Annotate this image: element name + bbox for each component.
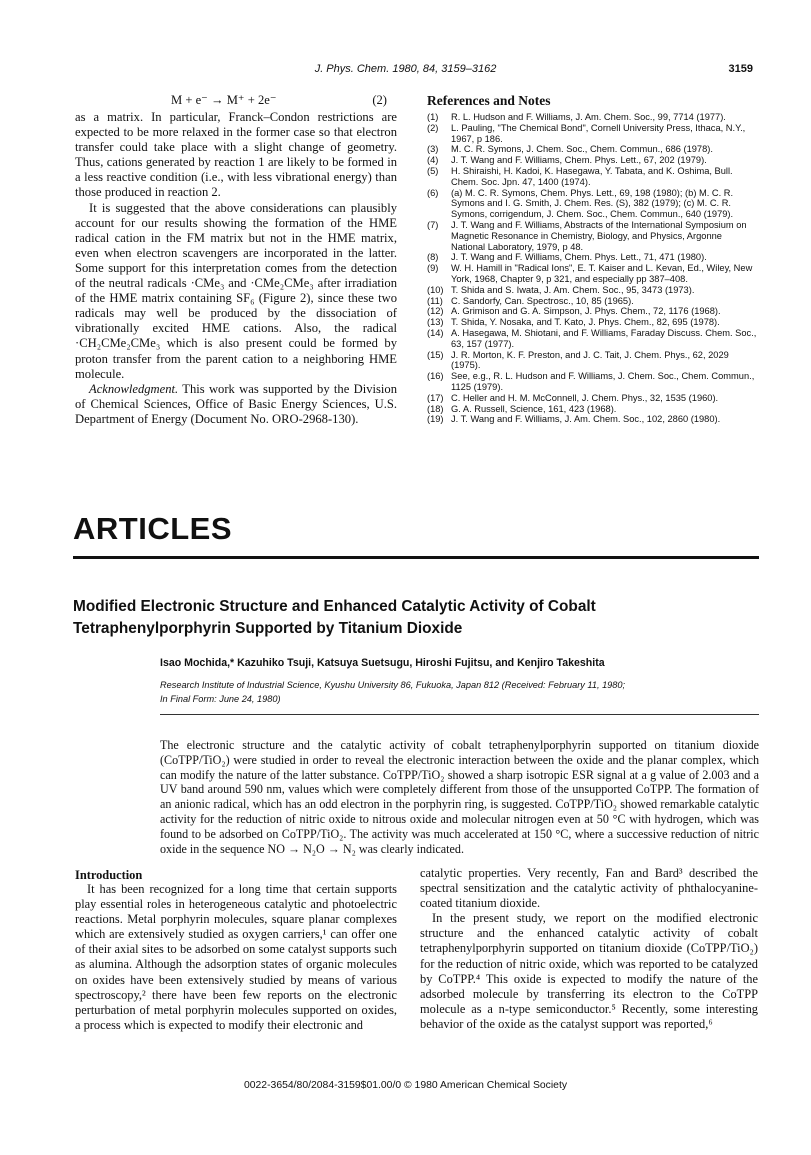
paragraph: as a matrix. In particular, Franck–Condon restrictions are expected to be more relaxed in the former case so that electron transfer could take place with a slight change of geometry. Thus, cations generated by reaction 1 are likely to be formed in a less reactive condition (i.e., with less vibrational energy) than those produced in reaction 2. — [75, 110, 397, 200]
article-title — [73, 596, 763, 640]
reference-item — [427, 155, 757, 166]
reference-number: (3) — [427, 144, 439, 155]
reference-text: T. Shida and S. Iwata, J. Am. Chem. Soc., 95, 3473 (1973). — [451, 284, 695, 295]
reference-number: (17) — [427, 392, 444, 403]
reference-text: W. H. Hamill in "Radical Ions", E. T. Kaiser and L. Kevan, Ed., Wiley, New York, 1968, Chapter 9, p 321, and especially pp 387–408. — [451, 263, 753, 284]
reference-text: J. T. Wang and F. Williams, Chem. Phys. Lett., 71, 471 (1980). — [451, 252, 707, 263]
references-title: References and Notes — [427, 93, 551, 108]
running-header — [0, 63, 811, 79]
reference-text: G. A. Russell, Science, 161, 423 (1968). — [451, 403, 617, 414]
reference-item — [427, 263, 757, 285]
reference-item — [427, 306, 757, 317]
reference-text: See, e.g., R. L. Hudson and F. Williams, J. Chem. Soc., Chem. Commun., 1125 (1979). — [451, 371, 755, 392]
reference-item — [427, 188, 757, 220]
references-section — [427, 93, 757, 425]
article-title-line: Tetraphenylporphyrin Supported by Titanium Dioxide — [73, 620, 463, 637]
reference-number: (1) — [427, 112, 439, 122]
reference-text: L. Pauling, "The Chemical Bond", Cornell University Press, Ithaca, N.Y., 1967, p 186. — [451, 122, 746, 144]
reference-number: (2) — [427, 122, 439, 133]
reference-item — [427, 123, 757, 145]
reference-text: (a) M. C. R. Symons, Chem. Phys. Lett., 69, 198 (1980); (b) M. C. R. Symons and I. G. Smith, J. Chem. Res. (S), 382 (1979); (c) M. C. R. Symons, corrigendum, J. Chem. Soc., Chem. Commun., 640 (1979). — [451, 187, 734, 220]
reference-item — [427, 328, 757, 350]
introduction-heading: Introduction — [75, 868, 143, 882]
acknowledgment — [75, 382, 397, 427]
reference-number: (4) — [427, 155, 439, 166]
reference-text: J. T. Wang and F. Williams, Chem. Phys. Lett., 67, 202 (1979). — [451, 155, 707, 166]
reference-text: J. R. Morton, K. F. Preston, and J. C. Tait, J. Chem. Phys., 62, 2029 (1975). — [451, 349, 729, 371]
reference-text: A. Hasegawa, M. Shiotani, and F. Williams, Faraday Discuss. Chem. Soc., 63, 157 (1977). — [451, 327, 757, 349]
page-number: 3159 — [728, 63, 753, 75]
reference-number: (8) — [427, 252, 439, 263]
reference-item — [427, 317, 757, 328]
section-rule — [73, 556, 759, 559]
reference-number: (14) — [427, 327, 444, 338]
reference-text: T. Shida, Y. Nosaka, and T. Kato, J. Phys. Chem., 82, 695 (1978). — [451, 317, 720, 328]
introduction-right-column — [420, 866, 758, 1032]
paragraph: In the present study, we report on the modified electronic structure and the enhanced catalytic activity of cobalt tetraphenylporphyrin supported on titanium dioxide (CoTPP/TiO₂) for the reduction of nitric oxide, which was reported to be catalyzed by CoTPP.⁴ This oxide is expected to modify the nature of the adsorbed molecule by transferring its electron to the CoTPP molecule as a n-type semiconductor.⁵ Recently, some interesting behavior of the oxide as the catalyst support was reported,⁶ — [420, 911, 758, 1031]
paragraph: catalytic properties. Very recently, Fan and Bard³ described the spectral sensitization and the catalytic activity of phthalocyanine-coated titanium dioxide. — [420, 866, 758, 911]
reference-number: (11) — [427, 295, 443, 306]
reference-number: (16) — [427, 371, 444, 382]
paragraph: It has been recognized for a long time that certain supports play essential roles in heterogeneous catalytic and photoelectric reactions. Metal porphyrin molecules, square planar complexes which are extensively studied as oxygen carriers,¹ can offer one of their axial sites to be adsorbed on some catalyst supports such as alumina. Although the adsorption states of organic molecules on oxides have been extensively studied by means of various spectroscopy,² there have been few reports on the electronic perturbation of metal porphyrin molecules supported on oxides, a process which is expected to modify their electronic and — [75, 882, 397, 1032]
references-list — [427, 112, 757, 425]
acknowledgment-text: This work was supported by the Division of Chemical Sciences, Office of Basic Energy Sciences, U.S. Department of Energy (Document No. ORO-2968-130). — [75, 381, 397, 426]
reference-text: J. T. Wang and F. Williams, Abstracts of the International Symposium on Magnetic Resonance in Chemistry, Biology, and Physics, Argonne National Laboratory, 1979, p 48. — [451, 219, 747, 252]
reference-number: (6) — [427, 187, 439, 198]
equation-2 — [75, 93, 397, 110]
reference-item — [427, 350, 757, 372]
reference-text: J. T. Wang and F. Williams, J. Am. Chem. Soc., 102, 2860 (1980). — [451, 414, 721, 425]
authors: Isao Mochida,* Kazuhiko Tsuji, Katsuya Suetsugu, Hiroshi Fujitsu, and Kenjiro Takeshita — [160, 657, 605, 669]
reference-item — [427, 144, 757, 155]
reference-number: (5) — [427, 165, 439, 176]
reference-text: A. Grimison and G. A. Simpson, J. Phys. Chem., 72, 1176 (1968). — [451, 306, 721, 317]
reference-number: (19) — [427, 414, 444, 425]
reference-text: C. Heller and H. M. McConnell, J. Chem. Phys., 32, 1535 (1960). — [451, 392, 719, 403]
reference-item — [427, 371, 757, 393]
reference-number: (9) — [427, 263, 439, 274]
section-heading: ARTICLES — [73, 511, 232, 546]
reference-text: H. Shiraishi, H. Kadoi, K. Hasegawa, Y. Tabata, and K. Oshima, Bull. Chem. Soc. Jpn. 47, 1400 (1974). — [451, 165, 733, 187]
reference-item — [427, 220, 757, 252]
abstract-rule — [160, 714, 759, 715]
reference-number: (18) — [427, 403, 444, 414]
reference-item — [427, 285, 757, 296]
reference-item — [427, 296, 757, 307]
journal-citation: J. Phys. Chem. 1980, 84, 3159–3162 — [314, 63, 497, 75]
introduction-left-column — [75, 882, 397, 1033]
reference-item — [427, 252, 757, 263]
paragraph: It is suggested that the above considerations can plausibly account for our results showing the formation of the HME radical cation in the FM matrix but not in the HME matrix, even when electron scavengers are incorporated in the latter. Some support for this interpretation comes from the detection of the neutral radicals ·CMe₃ and ·CMe₂CMe₃ after irradiation of the HME matrix containing SF₆ (Figure 2), since these two radicals may well be produced by the dissociation of vibrationally excited HME cations. Also, the radical ·CH₂CMe₂CMe₃ which is also present could be formed by proton transfer from the parent cation to a neighboring HME molecule. — [75, 200, 397, 381]
reference-text: R. L. Hudson and F. Williams, J. Am. Chem. Soc., 99, 7714 (1977). — [451, 112, 726, 122]
abstract: The electronic structure and the catalytic activity of cobalt tetraphenylporphyrin supported on titanium dioxide (CoTPP/TiO₂) were studied in order to reveal the electronic interaction between the oxide and the planar complex, which can modify the nature of the latter substance. CoTPP/TiO₂ showed a sharp isotropic ESR signal at a g value of 2.003 and a UV band around 590 nm, values which were completely different from those of the unsupported CoTPP. The formation of an anionic radical, which has an odd electron in the porphyrin ring, is suggested. CoTPP/TiO₂ showed remarkable catalytic activity for the reduction of nitric oxide to nitrous oxide and molecular nitrogen even at 50 °C with hydrogen, which was found to be adsorbed on CoTPP/TiO₂. The activity was much accelerated at 150 °C, where a successive reduction of nitric oxide in the sequence NO → N₂O → N₂ was clearly indicated. — [160, 738, 759, 856]
reference-number: (12) — [427, 306, 444, 317]
acknowledgment-label: Acknowledgment. — [89, 381, 179, 396]
reference-number: (13) — [427, 317, 444, 328]
reference-number: (7) — [427, 219, 439, 230]
reference-number: (10) — [427, 284, 444, 295]
affiliation-line: Research Institute of Industrial Science, Kyushu University 86, Fukuoka, Japan 812 (Received: February 11, 1980; — [160, 680, 626, 690]
reference-item — [427, 414, 757, 425]
affiliation — [160, 679, 760, 706]
article-title-line: Modified Electronic Structure and Enhanced Catalytic Activity of Cobalt — [73, 598, 596, 615]
reference-item — [427, 404, 757, 415]
affiliation-line: In Final Form: June 24, 1980) — [160, 693, 281, 704]
copyright-footer: 0022-3654/80/2084-3159$01.00/0 © 1980 American Chemical Society — [243, 1080, 568, 1091]
left-column-text — [75, 93, 397, 427]
reference-item — [427, 166, 757, 188]
equation-number: (2) — [372, 93, 387, 107]
reference-text: M. C. R. Symons, J. Chem. Soc., Chem. Commun., 686 (1978). — [451, 144, 713, 155]
reference-number: (15) — [427, 349, 444, 360]
reference-item — [427, 112, 757, 123]
equation-text: M + e⁻ → M⁺ + 2e⁻ — [171, 93, 277, 107]
reference-item — [427, 393, 757, 404]
reference-text: C. Sandorfy, Can. Spectrosc., 10, 85 (1965). — [451, 295, 634, 306]
